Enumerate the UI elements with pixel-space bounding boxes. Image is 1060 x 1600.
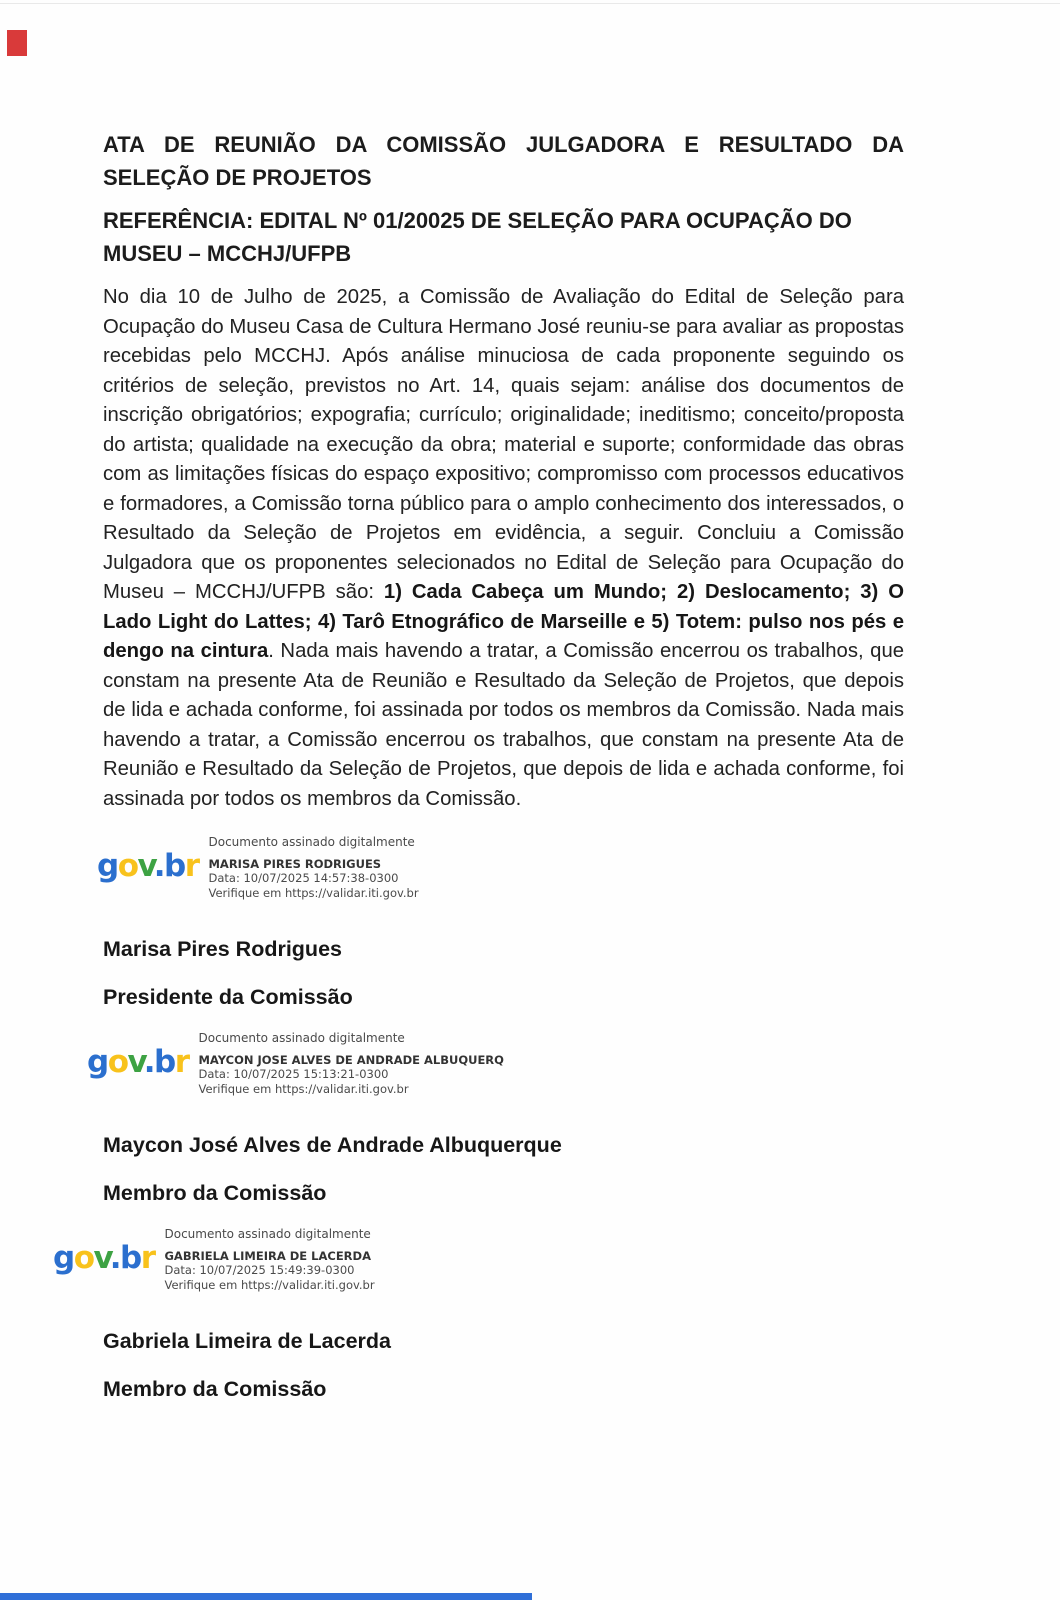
signer-name: Maycon José Alves de Andrade Albuquerque bbox=[103, 1133, 562, 1157]
govbr-logo: gov.br bbox=[53, 1240, 155, 1276]
document-title-line-2: SELEÇÃO DE PROJETOS bbox=[103, 165, 372, 190]
body-text-part-2: . Nada mais havendo a tratar, a Comissão encerrou os trabalhos, que constam na presente Ata de Reunião e Resultado da Seleção de Projetos, que depois de lida e achada conforme, foi assinada por todos os membros da Comissão. Nada mais havendo a tratar, a Comissão encerrou os trabalhos, que constam na presente Ata de Reunião e Resultado da Seleção de Projetos, que depois de lida e achada conforme, foi assinada por todos os membros da Comissão. bbox=[103, 640, 904, 810]
stamp-verify-url: Verifique em https://validar.iti.gov.br bbox=[198, 1081, 409, 1096]
document-title-line-1: ATA DE REUNIÃO DA COMISSÃO JULGADORA E RESULTADO DA bbox=[103, 132, 904, 157]
signature-stamp-text bbox=[198, 1031, 503, 1096]
signed-digitally-label: Documento assinado digitalmente bbox=[164, 1227, 371, 1241]
signature-block bbox=[97, 835, 904, 900]
signed-digitally-label: Documento assinado digitalmente bbox=[208, 835, 415, 849]
govbr-logo: gov.br bbox=[87, 1044, 189, 1080]
selected-projects-bold-text: 1) Cada Cabeça um Mundo; 2) Deslocamento; 3) O Lado Light do Lattes; 4) Tarô Etnográfico de Marseille e 5) Totem: pulso nos pés e dengo na cintura bbox=[103, 581, 904, 662]
document-body-paragraph bbox=[103, 283, 904, 814]
document-reference-line-2: MUSEU – MCCHJ/UFPB bbox=[103, 241, 352, 266]
signer-role: Presidente da Comissão bbox=[103, 985, 353, 1009]
stamp-signer-name: MARISA PIRES RODRIGUES bbox=[208, 856, 382, 871]
red-edge-artifact bbox=[7, 30, 27, 56]
govbr-logo: gov.br bbox=[97, 848, 199, 884]
stamp-date: Data: 10/07/2025 15:13:21-0300 bbox=[198, 1067, 389, 1081]
signer-name: Gabriela Limeira de Lacerda bbox=[103, 1329, 391, 1353]
body-text-part-1: No dia 10 de Julho de 2025, a Comissão de Avaliação do Edital de Seleção para Ocupação do Museu Casa de Cultura Hermano José reuniu-se para avaliar as propostas recebidas pelo MCCHJ. Após análise minuciosa de cada proponente seguindo os critérios de seleção, previstos no Art. 14, quais sejam: análise dos documentos de inscrição obrigatórios; expografia; currículo; originalidade; ineditismo; conceito/proposta do artista; qualidade na execução da obra; material e suporte; conformidade das obras com as limitações físicas do espaço expositivo; compromisso com processos educativos e formadores, a Comissão torna público para o amplo conhecimento dos interessados, o Resultado da Seleção de Projetos em evidência, a seguir. Concluiu a Comissão Julgadora que os proponentes selecionados no Edital de Seleção para Ocupação do Museu – MCCHJ/UFPB são: bbox=[103, 286, 904, 603]
stamp-date: Data: 10/07/2025 15:49:39-0300 bbox=[164, 1263, 355, 1277]
signed-digitally-label: Documento assinado digitalmente bbox=[198, 1031, 405, 1045]
stamp-verify-url: Verifique em https://validar.iti.gov.br bbox=[164, 1277, 375, 1292]
document-title bbox=[103, 128, 904, 194]
stamp-date: Data: 10/07/2025 14:57:38-0300 bbox=[208, 871, 399, 885]
document-reference bbox=[103, 204, 904, 270]
stamp-signer-name: MAYCON JOSE ALVES DE ANDRADE ALBUQUERQ bbox=[198, 1052, 504, 1067]
signer-role: Membro da Comissão bbox=[103, 1181, 327, 1205]
page-top-edge-line bbox=[0, 3, 1060, 4]
bottom-blue-bar-artifact bbox=[0, 1593, 532, 1600]
document-reference-line-1: REFERÊNCIA: EDITAL Nº 01/20025 DE SELEÇÃO PARA OCUPAÇÃO DO bbox=[103, 208, 852, 233]
signature-block bbox=[53, 1227, 904, 1292]
signer-name: Marisa Pires Rodrigues bbox=[103, 937, 342, 961]
stamp-verify-url: Verifique em https://validar.iti.gov.br bbox=[208, 885, 419, 900]
document-content bbox=[53, 128, 904, 1402]
stamp-signer-name: GABRIELA LIMEIRA DE LACERDA bbox=[164, 1248, 371, 1263]
signature-stamp-text bbox=[164, 1227, 374, 1292]
signature-block bbox=[87, 1031, 904, 1096]
signer-role: Membro da Comissão bbox=[103, 1377, 327, 1401]
signature-stamp-text bbox=[208, 835, 418, 900]
